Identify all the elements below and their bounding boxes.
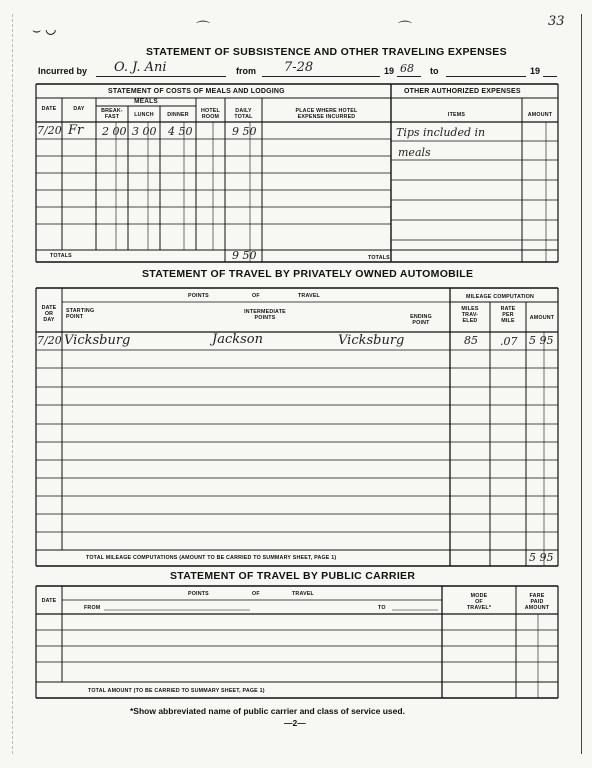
auto-entry-ending: Vicksburg — [338, 333, 405, 348]
corner-mark: 33 — [548, 14, 565, 29]
auto-entry-date: 7/20 — [37, 334, 62, 347]
col-hotel-room: HOTEL ROOM — [201, 108, 220, 120]
auto-total-label: TOTAL MILEAGE COMPUTATIONS (AMOUNT TO BE CARRIED TO SUMMARY SHEET, PAGE 1) — [86, 555, 337, 561]
col-lunch: LUNCH — [134, 112, 154, 118]
col-date: DATE — [41, 106, 57, 112]
carrier-col-date: DATE — [41, 598, 57, 604]
form-title: STATEMENT OF SUBSISTENCE AND OTHER TRAVELING EXPENSES — [146, 46, 507, 58]
auto-col-ending: ENDING POINT — [410, 314, 432, 326]
from-label: from — [236, 66, 256, 76]
incurred-by-value: O. J. Ani — [114, 60, 167, 75]
other-expenses-title: OTHER AUTHORIZED EXPENSES — [404, 88, 521, 95]
carrier-section-title: STATEMENT OF TRAVEL BY PUBLIC CARRIER — [170, 570, 416, 582]
col-breakfast: BREAK- FAST — [101, 108, 123, 120]
year-value: 68 — [400, 62, 414, 75]
auto-entry-intermediate: Jackson — [212, 332, 263, 347]
to-year-prefix: 19 — [530, 66, 541, 76]
auto-entry-amount: 5 95 — [529, 334, 554, 347]
items-entry-line2: meals — [398, 146, 431, 159]
auto-entry-miles: 85 — [464, 334, 478, 347]
incurred-by-label: Incurred by — [38, 66, 88, 76]
carrier-travel-label: TRAVEL — [292, 591, 314, 597]
col-dinner: DINNER — [167, 112, 189, 118]
col-daily-total: DAILY TOTAL — [234, 108, 253, 120]
carrier-of-label: OF — [252, 591, 260, 597]
carrier-col-to: TO — [378, 605, 386, 611]
mileage-header: MILEAGE COMPUTATION — [466, 294, 535, 300]
meal-entry-day: Fr — [68, 123, 84, 138]
auto-col-amount: AMOUNT — [529, 315, 555, 321]
meal-entry-breakfast: 2 00 — [102, 125, 127, 138]
punch-mark-center-left: ⌒ — [196, 20, 210, 36]
auto-section-title: STATEMENT OF TRAVEL BY PRIVATELY OWNED AUTOMOBILE — [142, 268, 474, 280]
items-entry-line1: Tips included in — [396, 126, 486, 139]
auto-entry-starting: Vicksburg — [64, 333, 131, 348]
from-value: 7-28 — [284, 60, 314, 75]
meal-entry-daily-total: 9 50 — [232, 125, 257, 138]
auto-col-intermediate: INTERMEDIATE POINTS — [244, 309, 286, 321]
col-place: PLACE WHERE HOTEL EXPENSE INCURRED — [295, 108, 358, 120]
meals-totals-label: TOTALS — [50, 253, 72, 259]
auto-total-value: 5 95 — [529, 551, 554, 564]
carrier-col-mode: MODE OF TRAVEL* — [466, 593, 492, 611]
meals-totals-value: 9 50 — [232, 249, 257, 262]
year-prefix: 19 — [384, 66, 395, 76]
col-day: DAY — [73, 106, 85, 112]
auto-col-starting: STARTING POINT — [66, 308, 95, 320]
punch-mark-center-right: ⌒ — [398, 20, 412, 36]
auto-of-label: OF — [252, 293, 260, 299]
carrier-total-label: TOTAL AMOUNT (TO BE CARRIED TO SUMMARY SHEET, PAGE 1) — [88, 688, 265, 694]
carrier-points-label: POINTS — [188, 591, 209, 597]
auto-travel-label: TRAVEL — [298, 293, 320, 299]
col-amount: AMOUNT — [527, 112, 553, 118]
meal-entry-dinner: 4 50 — [168, 125, 193, 138]
meals-section-title: STATEMENT OF COSTS OF MEALS AND LODGING — [108, 88, 285, 95]
auto-points-label: POINTS — [188, 293, 209, 299]
punch-mark-left: ⌣ ◡ — [32, 22, 57, 38]
other-totals-label: TOTALS — [368, 255, 390, 261]
col-items: ITEMS — [447, 112, 466, 118]
auto-col-date: DATE OR DAY — [41, 305, 57, 323]
to-label: to — [430, 66, 439, 76]
page-number: —2— — [284, 718, 306, 728]
carrier-col-from: FROM — [84, 605, 101, 611]
meals-label: MEALS — [134, 98, 158, 105]
auto-col-rate: RATE PER MILE — [500, 306, 516, 324]
auto-entry-rate: .07 — [500, 335, 518, 348]
footnote: *Show abbreviated name of public carrier and class of service used. — [130, 706, 405, 716]
meal-entry-lunch: 3 00 — [132, 125, 157, 138]
meal-entry-date: 7/20 — [37, 124, 62, 137]
auto-col-miles: MILES TRAV- ELED — [461, 306, 479, 324]
carrier-col-fare: FARE PAID AMOUNT — [524, 593, 550, 611]
